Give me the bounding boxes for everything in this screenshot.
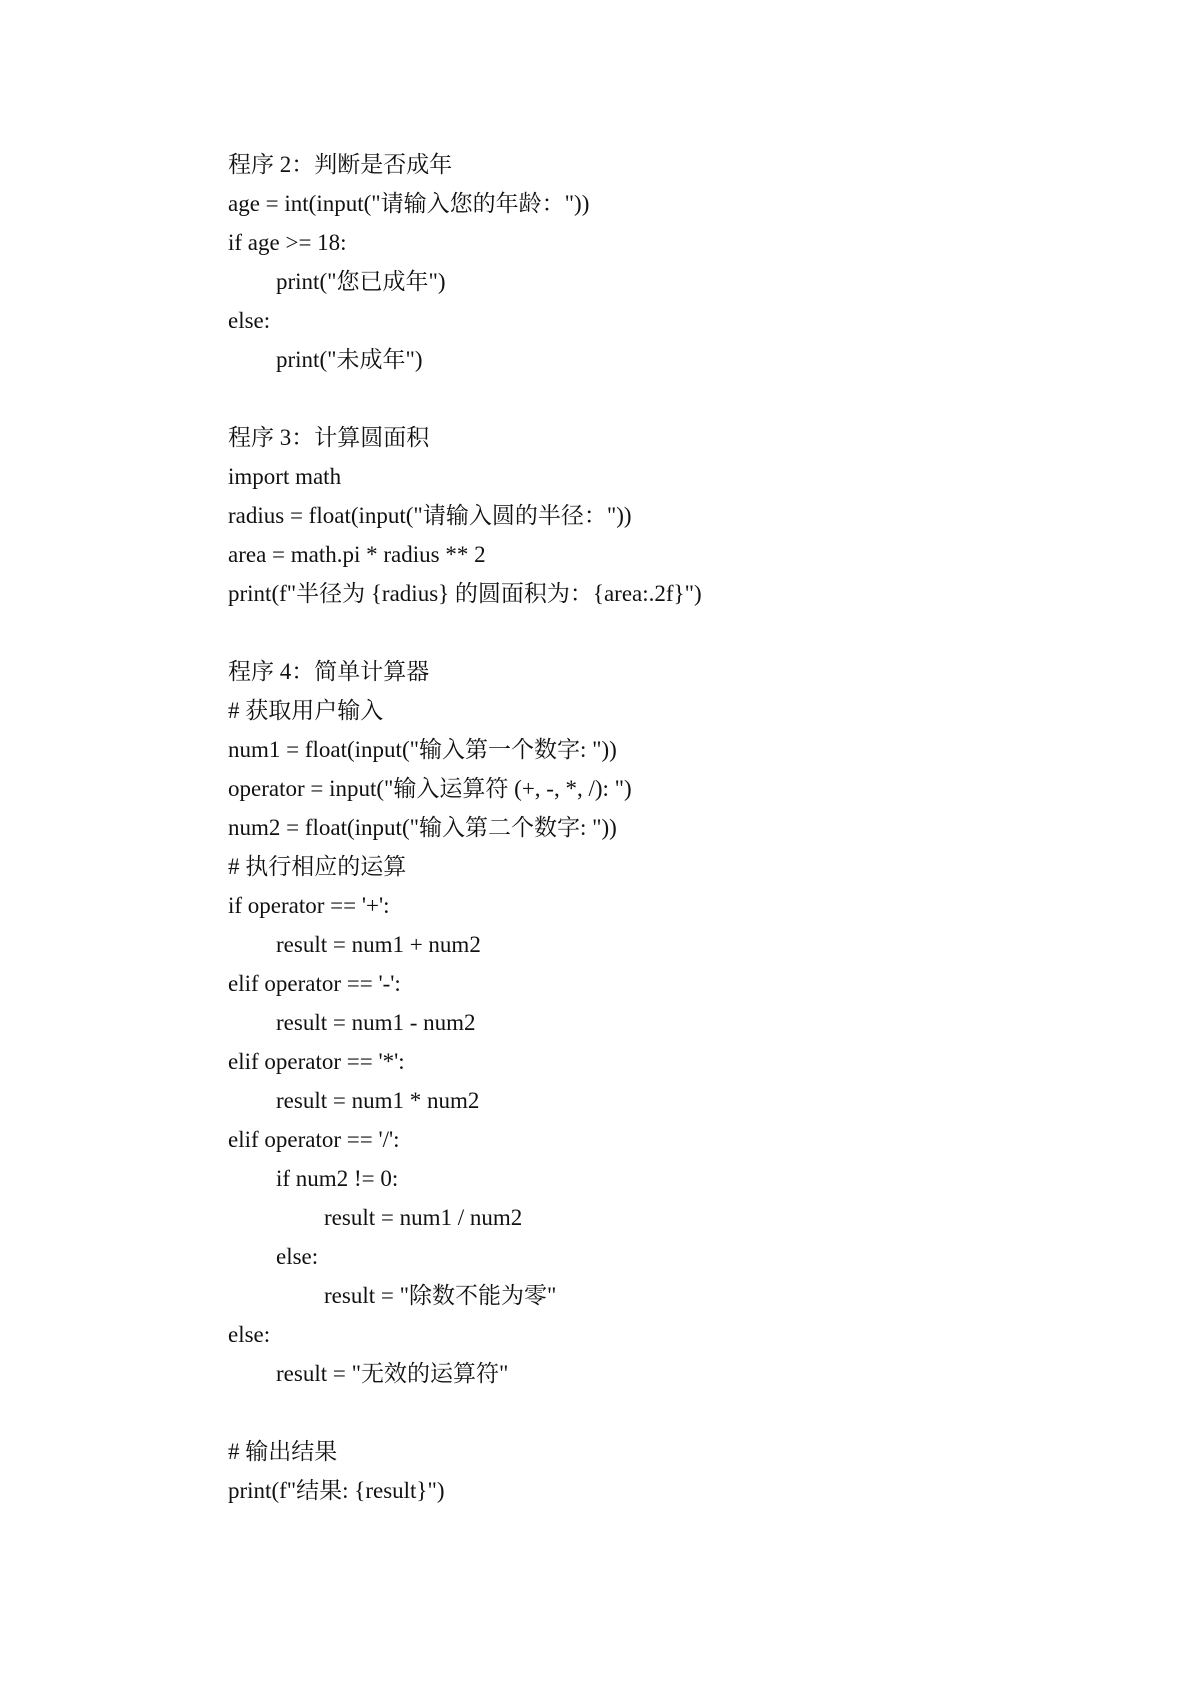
code-comment: # 获取用户输入 (228, 698, 384, 723)
code-line: operator = input("输入运算符 (+, -, *, /): ") (228, 776, 632, 801)
code-line: age = int(input("请输入您的年龄：")) (228, 191, 590, 216)
code-line: print("未成年") (276, 347, 423, 372)
code-line: result = num1 * num2 (276, 1088, 480, 1113)
code-line: radius = float(input("请输入圆的半径：")) (228, 503, 632, 528)
code-line: if num2 != 0: (276, 1166, 399, 1191)
program-4-title: 程序 4：简单计算器 (228, 659, 430, 684)
section-spacer (228, 613, 1108, 652)
code-line: else: (228, 308, 271, 333)
code-line: else: (276, 1244, 319, 1269)
code-line: if operator == '+': (228, 893, 390, 918)
code-comment: # 执行相应的运算 (228, 854, 407, 879)
code-line: num2 = float(input("输入第二个数字: ")) (228, 815, 617, 840)
section-spacer (228, 379, 1108, 418)
program-3-title: 程序 3：计算圆面积 (228, 425, 430, 450)
code-line: print("您已成年") (276, 269, 446, 294)
code-line: result = num1 - num2 (276, 1010, 476, 1035)
code-line: elif operator == '-': (228, 971, 401, 996)
code-line: else: (228, 1322, 271, 1347)
code-line: import math (228, 464, 342, 489)
code-line: area = math.pi * radius ** 2 (228, 542, 486, 567)
program-2-title: 程序 2：判断是否成年 (228, 152, 453, 177)
code-comment: # 输出结果 (228, 1439, 338, 1464)
code-line: if age >= 18: (228, 230, 347, 255)
code-line: result = num1 / num2 (324, 1205, 523, 1230)
code-line: result = "除数不能为零" (324, 1283, 557, 1308)
code-line: elif operator == '/': (228, 1127, 400, 1152)
code-line: elif operator == '*': (228, 1049, 405, 1074)
code-line: print(f"半径为 {radius} 的圆面积为：{area:.2f}") (228, 581, 702, 606)
code-line: print(f"结果: {result}") (228, 1478, 445, 1503)
code-line: result = num1 + num2 (276, 932, 481, 957)
code-line: num1 = float(input("输入第一个数字: ")) (228, 737, 617, 762)
document-content (228, 145, 1108, 1510)
section-spacer (228, 1393, 1108, 1432)
code-line: result = "无效的运算符" (276, 1361, 509, 1386)
